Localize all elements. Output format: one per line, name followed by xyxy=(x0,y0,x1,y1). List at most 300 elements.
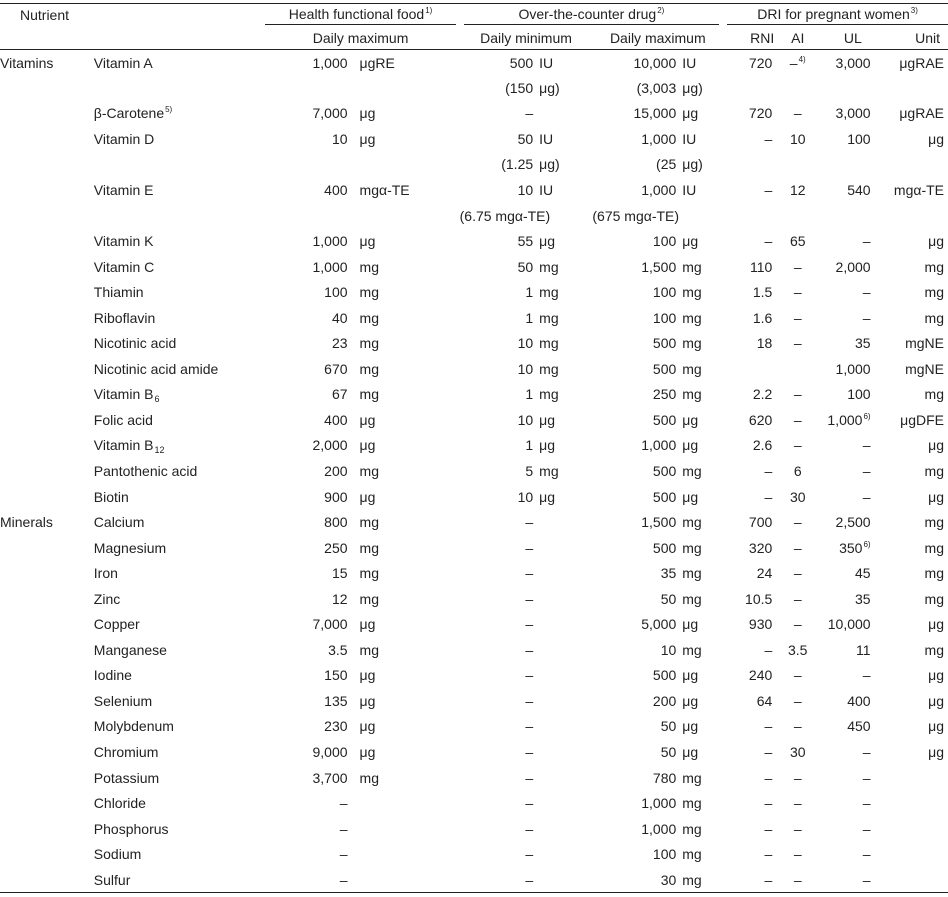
cell-rni: – xyxy=(764,641,773,658)
cell-group xyxy=(0,101,86,127)
cell-ai: 30 xyxy=(789,488,806,505)
cell-ai: 10 xyxy=(789,130,806,147)
cell-group: Vitamins xyxy=(0,54,54,71)
cell-rni: 700 xyxy=(748,514,773,531)
hff-daily-max-header: Daily maximum xyxy=(312,29,409,46)
cell-ov1: – xyxy=(525,820,534,837)
table-row xyxy=(0,382,948,408)
cell-ou1: mg xyxy=(539,360,559,377)
cell-unit: μg xyxy=(928,692,944,709)
cell-unit: μg xyxy=(928,488,944,505)
cell-ou1: μg) xyxy=(539,156,560,173)
cell-ul: 45 xyxy=(855,565,871,582)
header-row-1 xyxy=(0,4,948,27)
cell-ai: – xyxy=(793,514,802,531)
cell-hu: μg xyxy=(359,616,376,633)
otc-header: Over-the-counter drug$^{2)}$ xyxy=(460,4,724,27)
table-row xyxy=(0,867,948,893)
cell-ou1 xyxy=(533,586,592,612)
cell-rni: – xyxy=(764,130,773,147)
table-row xyxy=(0,126,948,152)
table-row xyxy=(0,433,948,459)
cell-rni xyxy=(723,75,776,101)
cell-rni: – xyxy=(764,795,773,812)
cell-hv: 1,000 xyxy=(312,258,348,275)
cell-name: Iron xyxy=(93,565,118,582)
cell-rni xyxy=(723,152,776,178)
cell-ai: – xyxy=(793,437,802,454)
cell-group xyxy=(0,739,86,765)
cell-ov2: 15,000 xyxy=(633,105,677,122)
cell-hu xyxy=(360,203,460,229)
cell-ou2: μg xyxy=(682,744,699,761)
cell-rni: 18 xyxy=(756,335,773,352)
cell-ou1: μg xyxy=(539,437,556,454)
cell-hu xyxy=(360,790,460,816)
table-row xyxy=(0,841,948,867)
cell-group xyxy=(0,586,86,612)
cell-ou1 xyxy=(533,509,592,535)
cell-ov1: 10 xyxy=(517,182,534,198)
cell-ou1: IU xyxy=(539,182,554,198)
cell-ul: 35 xyxy=(855,335,871,352)
table-row xyxy=(0,331,948,357)
cell-hv: 135 xyxy=(324,692,348,709)
cell-ou1: mg xyxy=(539,463,559,480)
cell-name: Sodium xyxy=(93,846,142,863)
cell-unit: μg xyxy=(928,616,944,633)
cell-ov1: – xyxy=(525,590,534,607)
cell-ov1: 50 xyxy=(517,258,534,275)
cell-ov1: – xyxy=(525,871,534,888)
cell-ou2: μg xyxy=(682,616,699,633)
cell-group xyxy=(0,407,86,433)
cell-ov1: – xyxy=(525,692,534,709)
cell-ov2: 250 xyxy=(652,386,677,403)
cell-unit: μg xyxy=(928,130,944,147)
cell-ov2: 500 xyxy=(652,539,677,556)
cell-group: Minerals xyxy=(0,514,53,531)
table-row xyxy=(0,458,948,484)
cell-ai: – xyxy=(793,309,802,326)
cell-ou2: mg xyxy=(682,514,702,531)
cell-hv: – xyxy=(339,820,348,837)
cell-ou1 xyxy=(533,765,592,791)
cell-ai: – xyxy=(793,616,802,633)
cell-ou1: IU xyxy=(539,130,554,147)
cell-unit: mg xyxy=(924,309,944,326)
cell-ul: 100 xyxy=(847,386,871,403)
cell-hv: 1,000 xyxy=(312,233,348,250)
cell-ou2: mg xyxy=(682,769,702,786)
cell-ov2: 100 xyxy=(652,284,677,301)
cell-ou2 xyxy=(682,203,723,229)
cell-hu: μg xyxy=(359,105,376,122)
cell-name xyxy=(86,75,262,101)
otc-daily-max-header: Daily maximum xyxy=(609,29,706,46)
cell-ul: 350$^{6)}$ xyxy=(839,539,871,556)
cell-ov1: 5 xyxy=(525,463,534,480)
cell-hv: – xyxy=(339,846,348,863)
cell-ov1: (1.25 xyxy=(501,156,534,173)
cell-unit: mg xyxy=(924,463,944,480)
cell-hu: mg xyxy=(359,514,379,531)
cell-name: Vitamin $B_6$ xyxy=(93,386,160,405)
cell-group xyxy=(0,458,86,484)
cell-ou1: mg xyxy=(539,335,559,352)
cell-ul: – xyxy=(862,795,871,812)
cell-name xyxy=(86,203,262,229)
cell-ov1: 55 xyxy=(517,233,534,250)
cell-hv: 10 xyxy=(331,130,348,147)
cell-group xyxy=(0,612,86,638)
cell-ov2: (675 mgα-TE) xyxy=(592,207,680,224)
cell-ou1 xyxy=(533,816,592,842)
table-row xyxy=(0,101,948,127)
cell-hv: 3.5 xyxy=(328,641,348,658)
cell-hv: 230 xyxy=(324,718,348,735)
cell-name: Copper xyxy=(93,616,140,633)
cell-hu: mg xyxy=(359,590,379,607)
cell-unit xyxy=(887,75,948,101)
cell-group xyxy=(0,228,86,254)
table-row xyxy=(0,228,948,254)
cell-ou2: mg xyxy=(682,590,702,607)
table-row xyxy=(0,739,948,765)
cell-ov2: 780 xyxy=(652,769,677,786)
cell-ov1: 1 xyxy=(525,386,534,403)
cell-ul: 450 xyxy=(847,718,871,735)
cell-name: β-Carotene$^{5)}$ xyxy=(93,105,173,122)
cell-name: Nicotinic acid amide xyxy=(93,360,219,377)
cell-ov2: 10 xyxy=(660,641,677,658)
cell-rni: 240 xyxy=(748,667,773,684)
cell-name: Molybdenum xyxy=(93,718,174,735)
cell-rni: 320 xyxy=(748,539,773,556)
cell-ai: 30 xyxy=(789,744,806,761)
cell-hu xyxy=(360,816,460,842)
cell-ul: 540 xyxy=(847,182,871,198)
cell-rni: – xyxy=(764,718,773,735)
table-row xyxy=(0,714,948,740)
cell-ou2: μg xyxy=(682,411,699,428)
cell-rni: – xyxy=(764,769,773,786)
cell-ov2: 500 xyxy=(652,667,677,684)
cell-ov1: – xyxy=(525,565,534,582)
cell-ov1: – xyxy=(525,105,534,122)
cell-group xyxy=(0,382,86,408)
cell-ov2: 1,000 xyxy=(641,795,677,812)
cell-hu: mg xyxy=(359,309,379,326)
cell-ou1 xyxy=(533,535,592,561)
cell-ov2: 100 xyxy=(652,309,677,326)
cell-ou2: mg xyxy=(682,641,702,658)
ul-header: UL xyxy=(843,29,862,46)
cell-ul: – xyxy=(862,488,871,505)
cell-group xyxy=(0,535,86,561)
cell-name: Manganese xyxy=(93,641,167,658)
cell-ov2: 50 xyxy=(660,590,677,607)
dri-header: DRI for pregnant women$^{3)}$ xyxy=(723,4,948,27)
cell-ou1 xyxy=(533,663,592,689)
cell-group xyxy=(0,841,86,867)
cell-unit: mg xyxy=(924,284,944,301)
cell-ou2: IU xyxy=(682,54,697,71)
cell-hv: 40 xyxy=(331,309,348,326)
cell-unit xyxy=(887,790,948,816)
cell-ul xyxy=(819,203,886,229)
cell-ul: 2,000 xyxy=(835,258,871,275)
cell-hv: 23 xyxy=(331,335,348,352)
cell-rni: 110 xyxy=(749,258,773,275)
cell-name: Vitamin A xyxy=(93,54,153,71)
cell-ou2: μg) xyxy=(682,79,703,96)
cell-hu: mg xyxy=(359,335,379,352)
cell-ou1: mg xyxy=(539,386,559,403)
cell-name: Sulfur xyxy=(93,871,131,888)
cell-ov1: 1 xyxy=(525,437,534,454)
cell-ou2: mg xyxy=(682,463,702,480)
cell-hv: 900 xyxy=(324,488,348,505)
cell-name: Calcium xyxy=(93,514,145,531)
cell-ai: – xyxy=(793,105,802,122)
cell-ou2: mg xyxy=(682,335,702,352)
cell-hv: 3,700 xyxy=(312,769,348,786)
cell-hu: mgα-TE xyxy=(359,182,410,198)
cell-unit: mg xyxy=(924,386,944,403)
cell-name: Thiamin xyxy=(93,284,144,301)
cell-ov2: (25 xyxy=(656,156,677,173)
cell-hu: μg xyxy=(359,718,376,735)
cell-ul: – xyxy=(862,744,871,761)
cell-ov1: – xyxy=(525,667,534,684)
cell-ul xyxy=(819,75,886,101)
cell-hv: 9,000 xyxy=(312,744,348,761)
cell-ai: – xyxy=(793,667,802,684)
cell-ou2: μg xyxy=(682,105,699,122)
cell-rni: – xyxy=(764,233,773,250)
cell-ul: 35 xyxy=(855,590,871,607)
cell-rni: 620 xyxy=(748,411,773,428)
cell-ou2: μg xyxy=(682,667,699,684)
table-row xyxy=(0,75,948,101)
cell-unit: μgRAE xyxy=(899,54,944,71)
cell-ov2: 1,000 xyxy=(641,130,677,147)
cell-unit: mg xyxy=(924,590,944,607)
cell-name: Chloride xyxy=(93,795,146,812)
cell-rni xyxy=(723,356,776,382)
cell-group xyxy=(0,356,86,382)
cell-ou1: mg xyxy=(539,309,559,326)
cell-name: Biotin xyxy=(93,488,129,505)
table-row xyxy=(0,816,948,842)
cell-hu: mg xyxy=(359,386,379,403)
cell-ul: – xyxy=(862,846,871,863)
cell-rni: 720 xyxy=(748,105,773,122)
cell-ov2: 100 xyxy=(652,846,677,863)
cell-hu: μg xyxy=(359,437,376,454)
cell-ai: – xyxy=(793,795,802,812)
cell-unit: mgNE xyxy=(905,360,944,377)
otc-daily-min-header: Daily minimum xyxy=(480,29,572,46)
cell-unit: mgα-TE xyxy=(893,182,944,198)
table-row xyxy=(0,50,948,76)
cell-ai: – xyxy=(793,284,802,301)
cell-ou1: mg xyxy=(539,284,559,301)
cell-unit: μg xyxy=(928,667,944,684)
cell-ul: 400 xyxy=(847,692,871,709)
cell-rni: – xyxy=(764,871,773,888)
cell-ov1: (6.75 mgα-TE) xyxy=(459,207,551,224)
cell-ai: – xyxy=(793,411,802,428)
cell-ov2: 1,500 xyxy=(641,258,677,275)
hff-header: Health functional food$^{1)}$ xyxy=(261,4,459,27)
cell-group xyxy=(0,254,86,280)
cell-ai: – xyxy=(793,565,802,582)
cell-ai: 6 xyxy=(793,463,802,480)
cell-ou2: mg xyxy=(682,795,702,812)
cell-ou2: μg xyxy=(682,718,699,735)
cell-hu xyxy=(360,152,460,178)
cell-hu: mg xyxy=(359,641,379,658)
cell-name: Zinc xyxy=(93,590,121,607)
cell-ul: 100 xyxy=(847,130,871,147)
cell-hv: 800 xyxy=(324,514,348,531)
cell-ou2: μg) xyxy=(682,156,703,173)
cell-ov1: 10 xyxy=(517,335,534,352)
cell-ul: – xyxy=(862,871,871,888)
cell-hv xyxy=(261,152,359,178)
table-row xyxy=(0,407,948,433)
cell-ov2: 1,000 xyxy=(641,182,677,198)
cell-rni: – xyxy=(764,463,773,480)
cell-ov2: 100 xyxy=(652,233,677,250)
cell-ov1: – xyxy=(525,846,534,863)
cell-rni: 720 xyxy=(748,54,773,71)
cell-ou1 xyxy=(533,739,592,765)
cell-hv: 1,000 xyxy=(312,54,348,71)
cell-hu xyxy=(360,841,460,867)
cell-group xyxy=(0,790,86,816)
cell-ul: 11 xyxy=(856,641,871,658)
cell-ov2: 50 xyxy=(660,744,677,761)
cell-hv xyxy=(261,203,359,229)
cell-ou1 xyxy=(533,612,592,638)
cell-name: Vitamin $B_{12}$ xyxy=(93,437,165,456)
table-row xyxy=(0,765,948,791)
cell-ov1: – xyxy=(525,616,534,633)
cell-rni: – xyxy=(764,820,773,837)
cell-ul xyxy=(819,152,886,178)
cell-group xyxy=(0,816,86,842)
table-row xyxy=(0,279,948,305)
cell-ai: – xyxy=(793,820,802,837)
cell-ai: – xyxy=(793,335,802,352)
cell-ov1: – xyxy=(525,769,534,786)
cell-ai: – xyxy=(793,769,802,786)
cell-ov2: 200 xyxy=(652,692,677,709)
cell-ou1: μg xyxy=(539,488,556,505)
cell-ai xyxy=(776,356,819,382)
cell-ul: – xyxy=(862,769,871,786)
cell-unit: mgNE xyxy=(905,335,944,352)
cell-ov2: 500 xyxy=(652,463,677,480)
cell-hv: 2,000 xyxy=(312,437,348,454)
cell-name: Riboflavin xyxy=(93,309,156,326)
cell-hv: 12 xyxy=(331,590,348,607)
cell-unit: mg xyxy=(924,539,944,556)
cell-ov1: – xyxy=(525,514,534,531)
table-row xyxy=(0,688,948,714)
cell-ai: 65 xyxy=(789,233,806,250)
table-row xyxy=(0,356,948,382)
cell-ul: 1,000$^{6)}$ xyxy=(827,411,871,428)
cell-unit: mg xyxy=(924,641,944,658)
table-row xyxy=(0,484,948,510)
cell-unit xyxy=(887,867,948,893)
cell-ov2: 1,000 xyxy=(641,437,677,454)
cell-hv: 400 xyxy=(324,411,348,428)
cell-name: Magnesium xyxy=(93,539,167,556)
cell-ai: – xyxy=(793,871,802,888)
cell-unit: μg xyxy=(928,233,944,250)
cell-hu xyxy=(360,75,460,101)
cell-ou2: μg xyxy=(682,488,699,505)
cell-ul: 10,000 xyxy=(827,616,871,633)
cell-rni xyxy=(723,203,776,229)
cell-ai xyxy=(776,75,819,101)
nutrient-table xyxy=(0,3,948,893)
cell-ou2: mg xyxy=(682,386,702,403)
cell-hv xyxy=(261,75,359,101)
cell-ul: – xyxy=(862,437,871,454)
cell-ou2: IU xyxy=(682,182,697,198)
cell-hu: mg xyxy=(359,258,379,275)
cell-unit: mg xyxy=(924,565,944,582)
nutrient-name-header xyxy=(86,4,262,50)
cell-name: Pantothenic acid xyxy=(93,463,198,480)
cell-hv: 670 xyxy=(324,360,348,377)
cell-hv: – xyxy=(339,795,348,812)
cell-ai: 12 xyxy=(789,182,806,198)
cell-hv: 200 xyxy=(324,463,348,480)
cell-name: Folic acid xyxy=(93,411,153,428)
cell-name: Selenium xyxy=(93,692,153,709)
cell-ov2: 10,000 xyxy=(633,54,677,71)
cell-ul: – xyxy=(862,309,871,326)
cell-name: Potassium xyxy=(93,769,160,786)
cell-ou2: IU xyxy=(682,130,697,147)
table-row xyxy=(0,663,948,689)
table-row xyxy=(0,612,948,638)
cell-name: Nicotinic acid xyxy=(93,335,177,352)
cell-rni: – xyxy=(764,488,773,505)
cell-ov1: 1 xyxy=(525,309,534,326)
cell-group xyxy=(0,637,86,663)
cell-group xyxy=(0,203,86,229)
cell-group xyxy=(0,75,86,101)
cell-ov1: 1 xyxy=(525,284,534,301)
cell-ov1: 10 xyxy=(517,411,534,428)
ai-header: AI xyxy=(791,29,805,46)
cell-hv: 15 xyxy=(331,565,348,582)
cell-hu: μgRE xyxy=(359,54,395,71)
table-row xyxy=(0,637,948,663)
cell-ou2: mg xyxy=(682,565,702,582)
cell-ou1 xyxy=(533,637,592,663)
nutrient-header: Nutrient xyxy=(0,4,86,50)
cell-ai xyxy=(776,203,819,229)
